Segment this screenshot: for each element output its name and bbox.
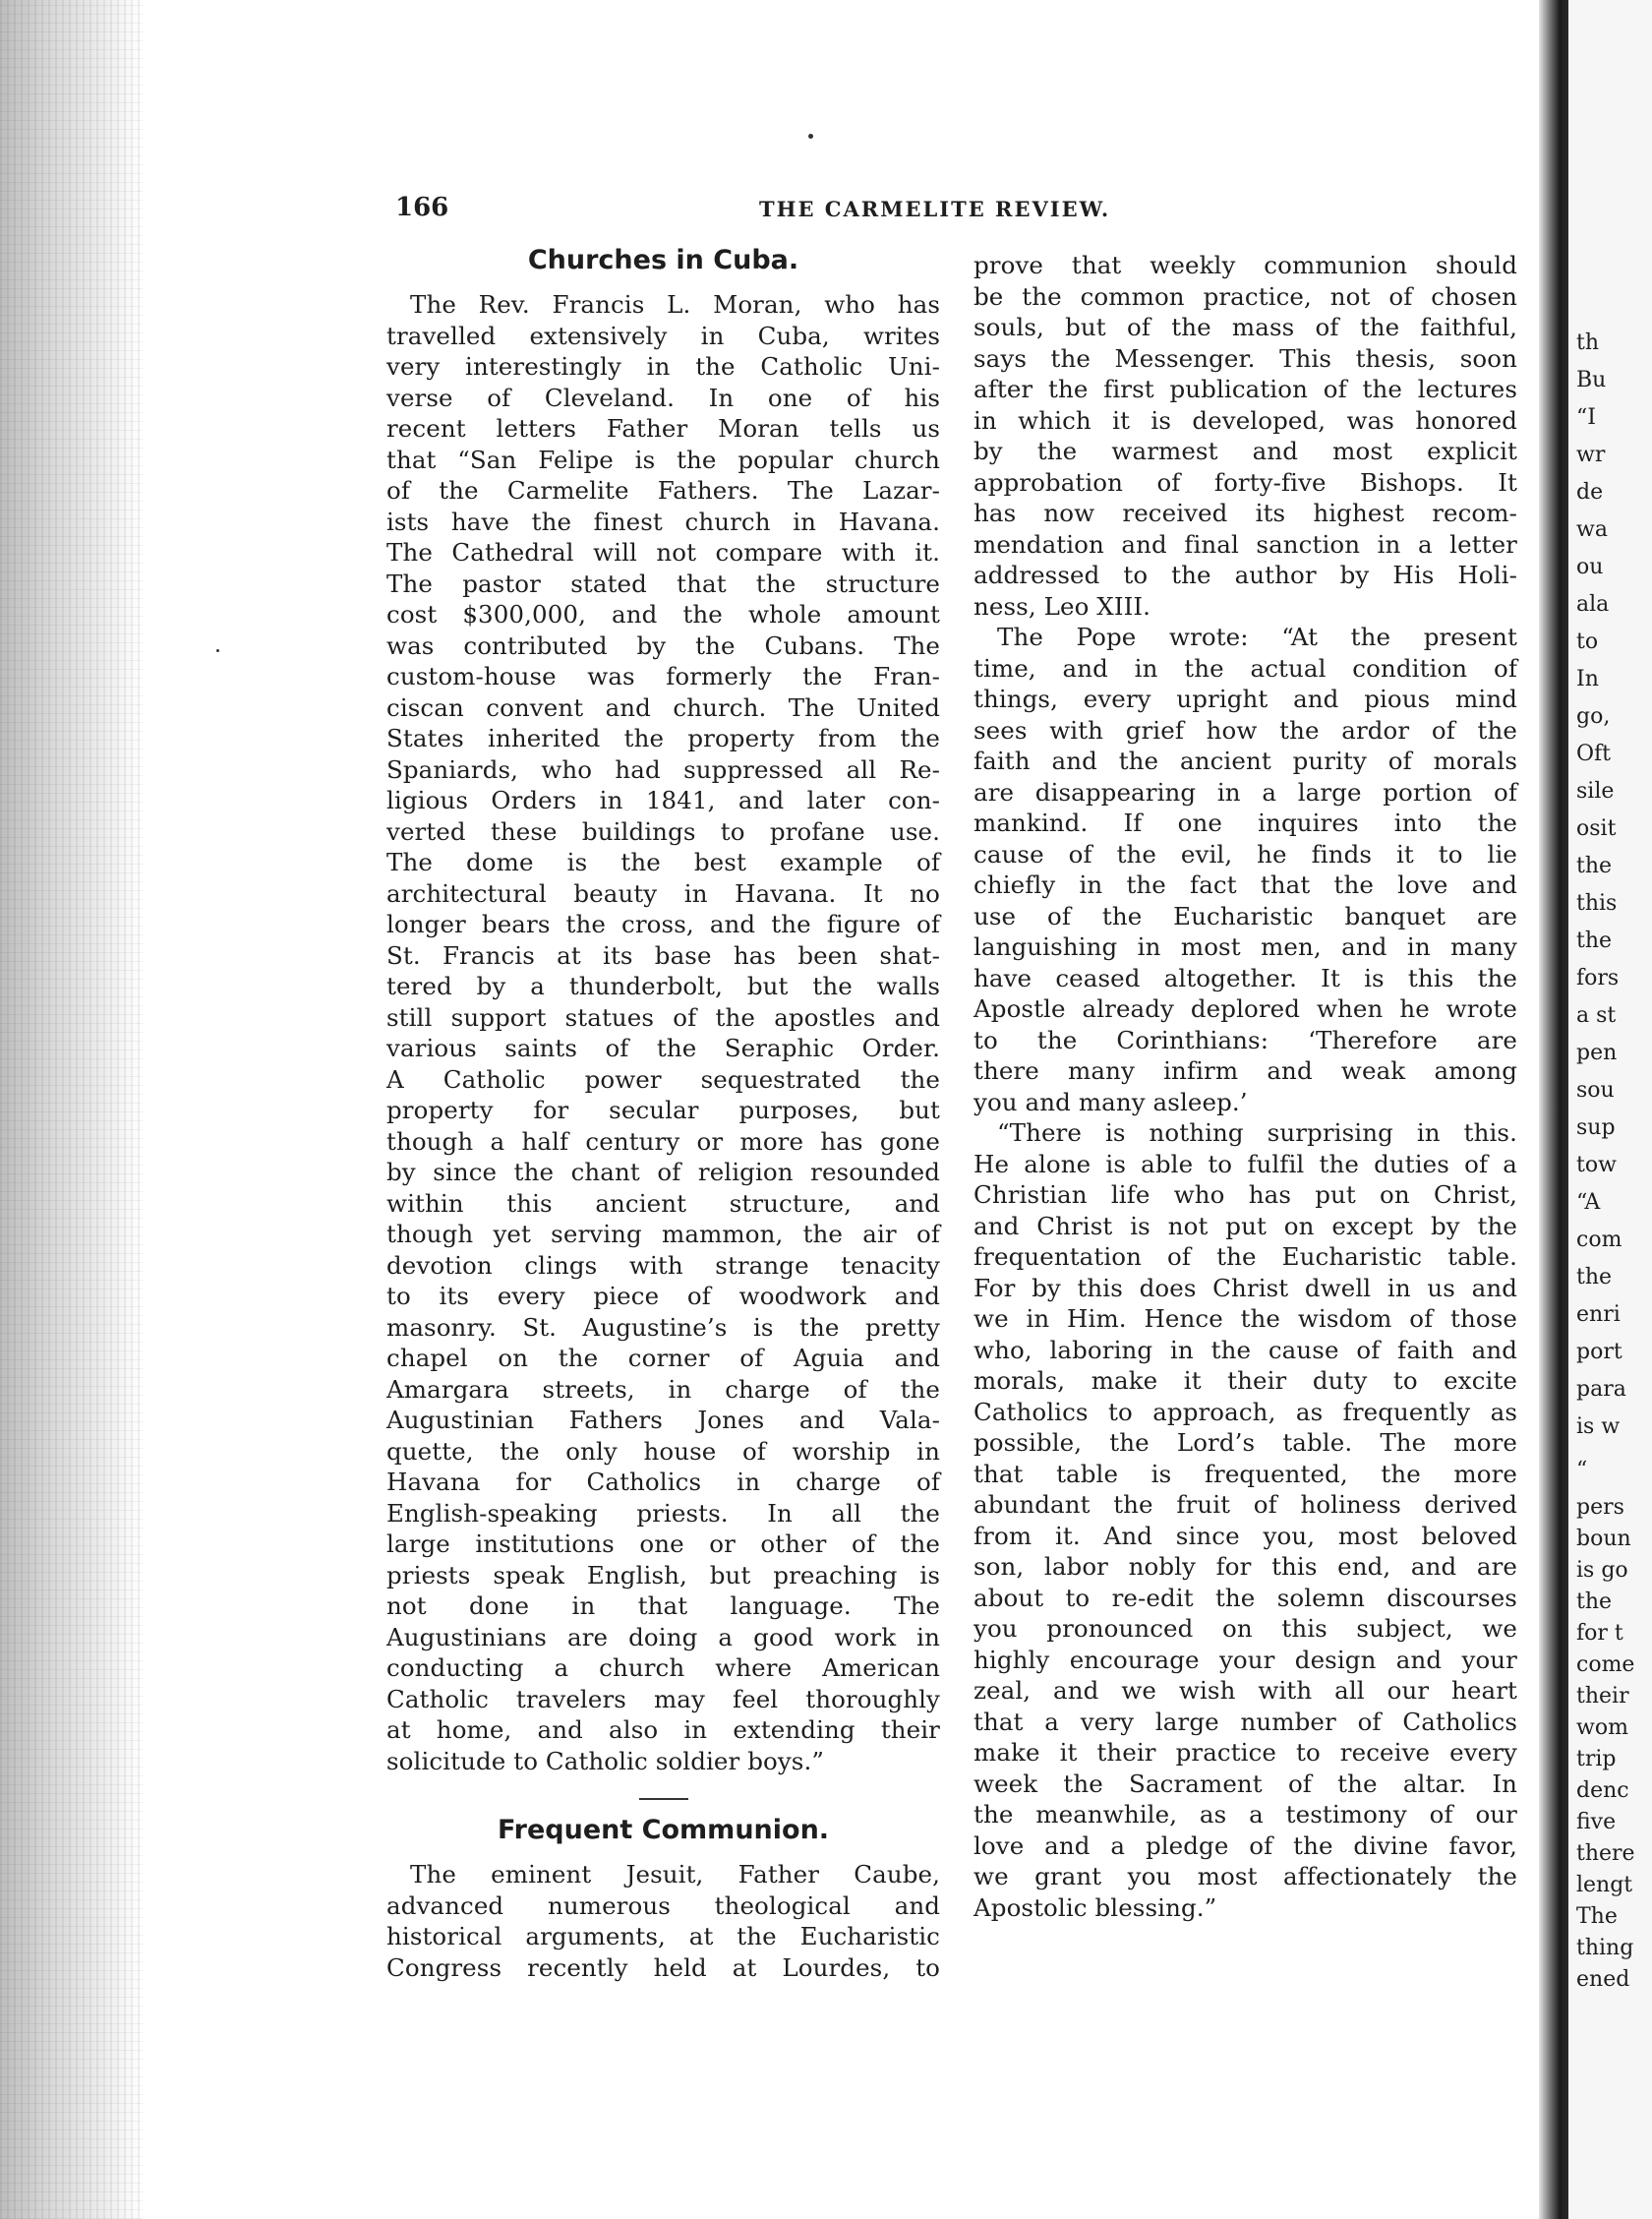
facing-text-fragment: osit [1576,816,1617,841]
text-line: Augustinian Fathers Jones and Vala- [386,1406,940,1434]
text-line: that table is frequented, the more [974,1459,1517,1488]
text-line: ness, Leo XIII. [974,591,1151,621]
text-line: by the warmest and most explicit [974,437,1517,465]
facing-text-fragment: is w [1576,1414,1621,1439]
text-line: you pronounced on this subject, we [974,1614,1517,1643]
text-line: St. Francis at its base has been shat- [386,940,940,970]
text-line: that “San Felipe is the popular church [386,445,940,474]
text-line: to the Corinthians: ‘Therefore are [974,1025,1517,1054]
text-line: time, and in the actual condition of [974,653,1517,683]
facing-text-fragment: for t [1576,1621,1623,1646]
text-line: Havana for Catholics in charge of [386,1468,940,1496]
facing-text-fragment: Bu [1576,368,1607,392]
facing-text-fragment: the [1576,854,1613,878]
text-line: various saints of the Seraphic Order. [386,1034,940,1062]
text-line: A Catholic power sequestrated the [386,1064,940,1094]
text-line: zeal, and we wish with all our heart [974,1676,1517,1705]
article-title-churches-in-cuba: Churches in Cuba. [527,245,799,275]
text-line: cost $300,000, and the whole amount [386,600,940,629]
page-edge-left [0,0,143,2219]
text-line: very interestingly in the Catholic Uni- [386,352,940,381]
text-line: The Rev. Francis L. Moran, who has [410,290,940,319]
text-line: Christian life who has put on Christ, [974,1180,1517,1209]
text-line: love and a pledge of the divine favor, [974,1830,1517,1860]
facing-text-fragment: tow [1576,1153,1617,1177]
text-line: verted these buildings to profane use. [386,816,940,846]
text-line: devotion clings with strange tenacity [386,1250,940,1280]
text-line: English-speaking priests. In all the [386,1498,940,1528]
facing-text-fragment: port [1576,1340,1622,1364]
text-line: conducting a church where American [386,1653,940,1682]
facing-text-fragment: the [1576,1265,1613,1289]
text-line: and Christ is not put on except by the [974,1211,1517,1240]
facing-text-fragment: five [1576,1810,1617,1834]
text-line: Catholics to approach, as frequently as [974,1397,1517,1426]
text-line: Catholic travelers may feel thoroughly [386,1684,940,1713]
facing-text-fragment: the [1576,1589,1613,1614]
text-line: ciscan convent and church. The United [386,692,940,722]
facing-text-fragment: come [1576,1652,1635,1677]
text-line: Apostle already deplored when he wrote [974,994,1517,1023]
facing-text-fragment: the [1576,929,1613,953]
text-line: use of the Eucharistic banquet are [974,901,1517,930]
facing-text-fragment: denc [1576,1778,1629,1803]
facing-page-fragment [1568,0,1652,2219]
facing-text-fragment: th [1576,330,1600,355]
facing-text-fragment: enri [1576,1302,1621,1327]
article-body-frequent-communion-start [386,1859,940,1983]
facing-text-fragment: Oft [1576,742,1612,766]
book-spine-gutter [1539,0,1568,2219]
text-line: at home, and also in extending their [386,1715,940,1744]
text-line: verse of Cleveland. In one of his [386,383,940,412]
text-line: still support statues of the apostles and [386,1002,940,1032]
facing-text-fragment: thing [1576,1936,1634,1960]
text-line: addressed to the author by His Holi- [974,561,1517,589]
text-line: we grant you most affectionately the [974,1862,1517,1890]
text-line: The dome is the best example of [386,848,940,876]
facing-text-fragment: ened [1576,1967,1630,1992]
facing-text-fragment: wa [1576,517,1608,542]
text-line: sees with grief how the ardor of the [974,715,1517,745]
text-line: are disappearing in a large portion of [974,777,1517,807]
text-line: morals, make it their duty to excite [974,1366,1517,1395]
text-line: priests speak English, but preaching is [386,1560,940,1589]
text-line: you and many asleep.’ [974,1087,1248,1116]
text-line: The Cathedral will not compare with it. [386,538,940,567]
text-line: ligious Orders in 1841, and later con- [386,786,940,814]
text-line: “There is nothing surprising in this. [997,1118,1517,1147]
section-divider [639,1798,688,1800]
text-line: after the first publication of the lectures [974,375,1517,403]
facing-text-fragment: pers [1576,1495,1624,1520]
text-line: of the Carmelite Fathers. The Lazar- [386,476,940,505]
page-number: 166 [395,193,449,222]
text-line: by since the chant of religion resounded [386,1158,940,1186]
text-line: mankind. If one inquires into the [974,809,1517,837]
facing-text-fragment: to [1576,630,1599,654]
text-line: has now received its highest recom- [974,499,1517,527]
ink-speck [216,649,219,652]
text-line: the meanwhile, as a testimony of our [974,1800,1517,1829]
facing-text-fragment: go, [1576,704,1611,729]
facing-text-fragment: ala [1576,592,1610,617]
text-line: Apostolic blessing.” [974,1892,1217,1922]
facing-text-fragment: is go [1576,1558,1628,1583]
text-line: architectural beauty in Havana. It no [386,878,940,908]
text-line: we in Him. Hence the wisdom of those [974,1304,1517,1333]
text-line: have ceased altogether. It is this the [974,963,1517,992]
facing-text-fragment: para [1576,1377,1626,1402]
text-line: longer bears the cross, and the figure of [386,910,940,938]
text-line: approbation of forty-five Bishops. It [974,467,1517,497]
text-line: faith and the ancient purity of morals [974,747,1517,775]
text-line: there many infirm and weak among [974,1056,1517,1085]
text-line: For by this does Christ dwell in us and [974,1273,1517,1302]
text-line: make it their practice to receive every [974,1738,1517,1767]
text-line: abundant the fruit of holiness derived [974,1490,1517,1519]
text-line: prove that weekly communion should [974,251,1517,279]
text-line: frequentation of the Eucharistic table. [974,1242,1517,1271]
text-line: Amargara streets, in charge of the [386,1374,940,1404]
facing-text-fragment: this [1576,891,1618,916]
text-line: quette, the only house of worship in [386,1436,940,1466]
ink-speck [808,134,813,139]
text-line: Augustinians are doing a good work in [386,1622,940,1651]
facing-text-fragment: In [1576,667,1599,691]
facing-text-fragment: fors [1576,966,1620,990]
text-line: masonry. St. Augustine’s is the pretty [386,1312,940,1342]
text-line: in which it is developed, was honored [974,405,1517,435]
facing-text-fragment: ou [1576,555,1604,579]
text-line: about to re-edit the solemn discourses [974,1583,1517,1612]
facing-text-fragment: com [1576,1228,1622,1252]
text-line: be the common practice, not of chosen [974,281,1517,311]
text-line: recent letters Father Moran tells us [386,414,940,443]
facing-text-fragment: trip [1576,1747,1617,1771]
article-body-frequent-communion-continued [974,250,1517,1923]
facing-text-fragment: their [1576,1684,1629,1709]
text-line: though yet serving mammon, the air of [386,1220,940,1248]
facing-text-fragment: de [1576,480,1604,505]
text-line: travelled extensively in Cuba, writes [386,321,940,350]
text-line: to its every piece of woodwork and [386,1282,940,1310]
text-line: Congress recently held at Lourdes, to [386,1952,940,1982]
text-line: cause of the evil, he finds it to lie [974,839,1517,869]
right-column [974,250,1517,1923]
facing-text-fragment: lengt [1576,1873,1633,1897]
text-line: Spaniards, who had suppressed all Re- [386,754,940,784]
article-body-churches-in-cuba [386,289,940,1776]
text-line: things, every upright and pious mind [974,685,1517,713]
text-line: historical arguments, at the Eucharistic [386,1922,940,1950]
article-title-frequent-communion: Frequent Communion. [497,1815,830,1845]
text-line: possible, the Lord’s table. The more [974,1428,1517,1457]
running-title: THE CARMELITE REVIEW. [759,197,1111,221]
facing-text-fragment: sou [1576,1078,1615,1103]
facing-text-fragment: “A [1576,1190,1601,1215]
text-line: says the Messenger. This thesis, soon [974,343,1517,373]
facing-text-fragment: wom [1576,1715,1628,1740]
facing-text-fragment: there [1576,1841,1635,1866]
text-line: within this ancient structure, and [386,1188,940,1218]
facing-text-fragment: “I [1576,405,1596,430]
facing-text-fragment: pen [1576,1041,1618,1065]
text-line: custom-house was formerly the Fran- [386,662,940,690]
text-line: solicitude to Catholic soldier boys.” [386,1746,824,1775]
text-line: The Pope wrote: “At the present [997,623,1517,651]
text-line: highly encourage your design and your [974,1645,1517,1674]
text-line: tered by a thunderbolt, but the walls [386,972,940,1000]
text-line: son, labor nobly for this end, and are [974,1552,1517,1581]
text-line: chapel on the corner of Aguia and [386,1344,940,1372]
facing-text-fragment: boun [1576,1527,1631,1551]
text-line: advanced numerous theological and [386,1890,940,1920]
text-line: who, laboring in the cause of faith and [974,1335,1517,1364]
facing-text-fragment: sile [1576,779,1615,804]
text-line: from it. And since you, most beloved [974,1521,1517,1550]
text-line: large institutions one or other of the [386,1529,940,1558]
text-line: though a half century or more has gone [386,1126,940,1156]
facing-text-fragment: “ [1576,1458,1588,1482]
text-line: languishing in most men, and in many [974,932,1517,961]
facing-text-fragment: a st [1576,1003,1617,1028]
text-line: that a very large number of Catholics [974,1707,1517,1736]
left-column [386,244,940,1983]
text-line: States inherited the property from the [386,724,940,752]
text-line: not done in that language. The [386,1591,940,1620]
text-line: He alone is able to fulfil the duties of a [974,1149,1517,1178]
text-line: was contributed by the Cubans. The [386,630,940,660]
text-line: The eminent Jesuit, Father Caube, [410,1860,940,1889]
text-line: souls, but of the mass of the faithful, [974,313,1517,341]
text-line: mendation and final sanction in a letter [974,529,1517,559]
facing-text-fragment: The [1576,1904,1618,1929]
text-line: The pastor stated that the structure [386,569,940,598]
text-line: ists have the finest church in Havana. [386,507,940,536]
text-line: chiefly in the fact that the love and [974,870,1517,899]
page-header [395,193,1516,232]
text-line: property for secular purposes, but [386,1096,940,1124]
text-line: week the Sacrament of the altar. In [974,1769,1517,1798]
facing-text-fragment: sup [1576,1115,1616,1140]
facing-text-fragment: wr [1576,443,1606,467]
